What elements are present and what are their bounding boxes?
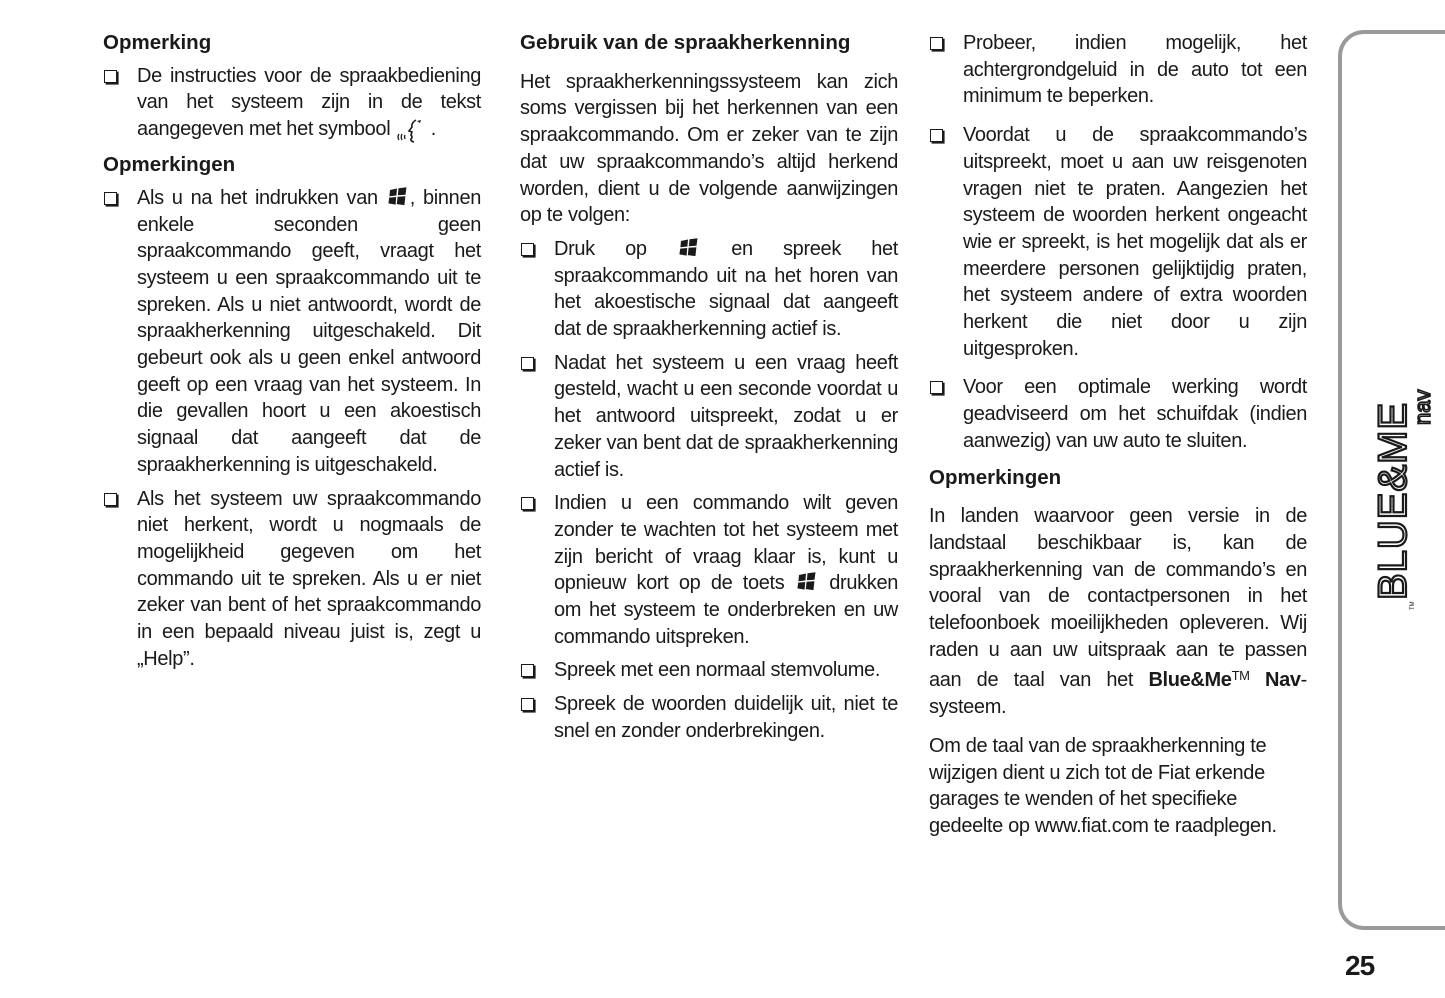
list-item: [520, 691, 898, 744]
list-item: [103, 63, 481, 145]
checkbox-bullet-icon: [521, 698, 534, 711]
trademark-symbol: TM: [1231, 668, 1250, 684]
notes-text-end: -systeem.: [929, 669, 1307, 719]
list-item: [929, 30, 1307, 110]
item-text-end: .: [430, 118, 436, 141]
item-text: Spreek met een normaal stemvolume.: [554, 659, 881, 682]
notes-heading: Opmerkingen: [929, 465, 1062, 489]
item-text: Spreek de woorden duidelijk uit, niet te snel en zonder onderbrekingen.: [554, 693, 898, 742]
list-item: [520, 350, 898, 484]
item-text: Indien u een commando wilt geven zonder te wachten tot het systeem met zijn bericht of vraag klaar is, kunt u opnieuw kort op de toets: [554, 492, 898, 595]
list-item: [520, 490, 898, 650]
checkbox-bullet-icon: [104, 493, 117, 506]
logo-sub-text: nav: [1410, 389, 1435, 425]
item-text: Probeer, indien mogelijk, het achtergrondgeluid in de auto tot een minimum te beperken.: [963, 32, 1307, 108]
notes-list: [103, 185, 481, 673]
instructions-list-continued: [929, 30, 1307, 455]
item-text-end: , binnen enkele seconden geen spraakcommando geeft, vraagt het systeem u een spraakcommando uit te spreken. Als u niet antwoordt, wordt de spraakherkenning uitgeschakeld. Dit gebeurt ook als u geen enkel antwoord geeft op een vraag van het systeem. In die gevallen hoort u een akoestisch signaal dat aangeeft dat de spraakherkenning is uitgeschakeld.: [137, 186, 481, 476]
list-item: [929, 122, 1307, 362]
notes-text: In landen waarvoor geen versie in de landstaal beschikbaar is, kan de spraakherkenning van de commando’s en vooral van de contactpersonen in het telefoonboek moeilijkheden opleveren. Wij raden u aan uw uitspraak aan te passen aan de taal van het: [929, 505, 1307, 692]
column-left: [103, 30, 481, 679]
list-item: [929, 374, 1307, 454]
checkbox-bullet-icon: [104, 70, 117, 83]
item-text: Als het systeem uw spraakcommando niet herkent, wordt u nogmaals de mogelijkheid gegeven om het commando uit te spreken. Als u er niet zeker van bent of het spraakcommando in een bepaald niveau juist is, zegt u „Help”.: [137, 487, 481, 670]
checkbox-bullet-icon: [930, 381, 943, 394]
blue-and-me-nav-logo: [1360, 360, 1440, 610]
checkbox-bullet-icon: [930, 129, 943, 142]
checkbox-bullet-icon: [104, 192, 117, 205]
list-item: [520, 657, 898, 684]
notes-heading: Opmerkingen: [103, 153, 236, 177]
windows-key-icon: [388, 187, 408, 207]
checkbox-bullet-icon: [521, 357, 534, 370]
brand-nav: Nav: [1265, 669, 1301, 692]
notes-paragraph: [929, 503, 1307, 721]
checkbox-bullet-icon: [521, 497, 534, 510]
windows-key-icon: [679, 238, 699, 258]
instructions-list: [520, 236, 898, 745]
list-item: [103, 185, 481, 479]
page-number: 25: [1345, 950, 1375, 981]
column-right: [929, 30, 1307, 847]
logo-trademark: TM: [1410, 601, 1416, 610]
item-text-end: en spreek het spraakcommando uit na het horen van het akoestische signaal dat aangeeft dat de spraakherkenning actief is.: [554, 237, 898, 341]
item-text: Nadat het systeem u een vraag heeft gesteld, wacht u een seconde voordat u het antwoord uitspreekt, zodat u er zeker van bent dat de spraakherkenning actief is.: [554, 351, 898, 481]
item-text: Voor een optimale werking wordt geadviseerd om het schuifdak (indien aanwezig) van uw auto te sluiten.: [963, 376, 1307, 452]
checkbox-bullet-icon: [930, 37, 943, 50]
item-text: Voordat u de spraakcommando’s uitspreekt, moet u aan uw reisgenoten vragen niet te praten. Aangezien het systeem de woorden herkent ongeacht wie er spreekt, is het mogelijk dat als er meerdere personen gelijktijdig praten, het systeem andere of extra woorden herkent die niet door u zijn uitgesproken.: [963, 124, 1307, 360]
intro-paragraph: Het spraakherkenningssysteem kan zich soms vergissen bij het herkennen van een spraakcommando. Om er zeker van te zijn dat uw spraakcommando’s altijd herkend worden, dient u de volgende aanwijzingen op te volgen:: [520, 70, 898, 227]
item-text-end: drukken om het systeem te onderbreken en uw commando uitspreken.: [554, 572, 898, 648]
item-text: Druk op: [554, 237, 647, 260]
list-item: [103, 486, 481, 673]
item-text: De instructies voor de spraakbediening van het systeem zijn in de tekst aangegeven met het symbool: [137, 64, 481, 141]
column-middle: [520, 30, 898, 752]
checkbox-bullet-icon: [521, 243, 534, 256]
section-heading: Gebruik van de spraakherkenning: [520, 31, 851, 54]
item-text: Als u na het indrukken van: [137, 186, 378, 209]
note-list: [103, 63, 481, 145]
checkbox-bullet-icon: [521, 664, 534, 677]
brand-name: Blue&Me: [1148, 669, 1232, 692]
list-item: [520, 236, 898, 343]
language-paragraph: Om de taal van de spraakherkenning te wijzigen dient u zich tot de Fiat erkende garages te wenden of het specifieke gedeelte op www.fiat.com te raadplegen.: [929, 734, 1277, 837]
logo-main-text: BLUE&ME: [1371, 401, 1415, 600]
note-heading: Opmerking: [103, 31, 212, 54]
voice-command-icon: [396, 117, 426, 145]
windows-key-icon: [797, 572, 817, 592]
